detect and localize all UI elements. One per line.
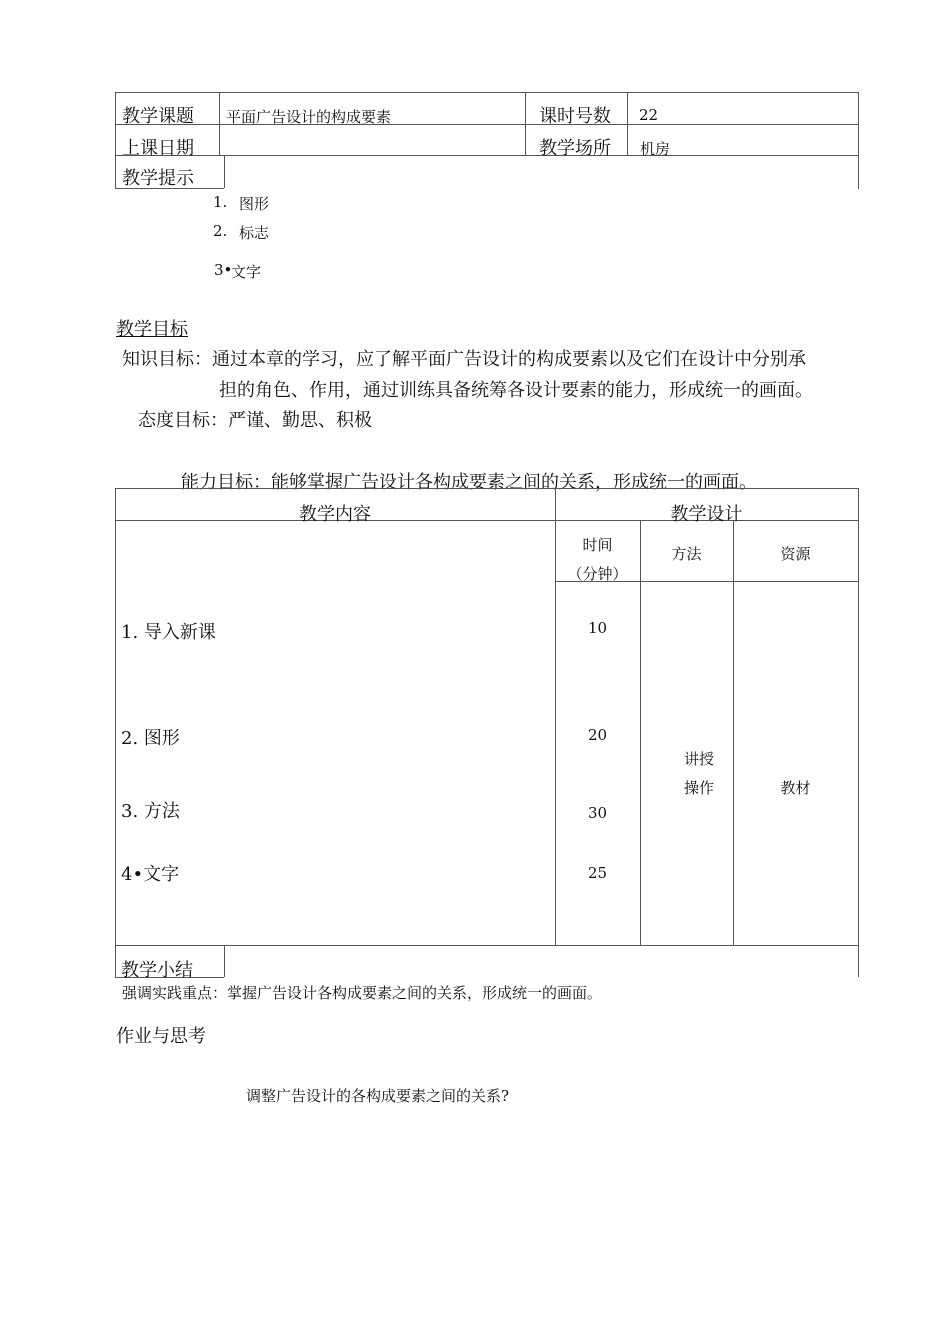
table-line [115, 92, 859, 93]
method-header: 方法 [671, 545, 702, 563]
place-value: 机房 [640, 140, 671, 158]
list-item-number: 1. [213, 193, 228, 211]
period-label: 课时号数 [539, 106, 611, 127]
topic-label: 教学课题 [122, 106, 194, 127]
table-line [525, 92, 526, 155]
table-line [858, 488, 859, 977]
time-header-unit: （分钟） [567, 565, 628, 583]
table-line [115, 92, 116, 188]
design-header: 教学设计 [670, 504, 743, 525]
list-item-number: 2. [213, 222, 228, 240]
objectives-title: 教学目标 [116, 319, 188, 340]
resource-header: 资源 [780, 545, 811, 563]
table-line [115, 945, 859, 946]
hint-label: 教学提示 [122, 168, 194, 189]
attitude-objective: 态度目标：严谨、勤思、积极 [138, 410, 372, 431]
table-line [627, 92, 628, 155]
homework-title: 作业与思考 [116, 1026, 206, 1047]
table-line [224, 945, 225, 977]
list-item: 文字 [231, 263, 262, 281]
table-row-content: 1. 导入新课 [121, 622, 216, 643]
list-item: 图形 [239, 195, 270, 213]
time-header: 时间 [582, 536, 613, 554]
homework-text: 调整广告设计的各构成要素之间的关系? [246, 1087, 510, 1105]
list-item-number: 3• [214, 261, 233, 279]
table-line [224, 155, 225, 188]
method-value: 讲授 [684, 750, 715, 768]
place-label: 教学场所 [539, 138, 611, 159]
table-row-time: 10 [587, 619, 608, 637]
table-row-content: 2. 图形 [121, 728, 180, 749]
resource-value: 教材 [780, 779, 811, 797]
table-line [115, 155, 859, 156]
date-label: 上课日期 [122, 138, 194, 159]
summary-text: 强调实践重点：掌握广告设计各构成要素之间的关系，形成统一的画面。 [122, 984, 603, 1002]
knowledge-objective-line2: 担的角色、作用，通过训练具备统筹各设计要素的能力，形成统一的画面。 [219, 380, 813, 401]
ability-objective: 能力目标：能够掌握广告设计各构成要素之间的关系，形成统一的画面。 [181, 472, 757, 493]
table-line [219, 92, 220, 155]
table-row-content: 4•文字 [121, 864, 180, 885]
table-row-time: 25 [587, 864, 608, 882]
summary-label: 教学小结 [121, 960, 193, 981]
method-value-line2: 操作 [684, 779, 715, 797]
period-value: 22 [639, 106, 659, 124]
table-line [640, 520, 641, 945]
table-line [858, 92, 859, 189]
table-row-content: 3. 方法 [121, 801, 180, 822]
table-line [733, 520, 734, 945]
topic-value: 平面广告设计的构成要素 [226, 108, 392, 126]
knowledge-objective-line1: 知识目标：通过本章的学习，应了解平面广告设计的构成要素以及它们在设计中分别承 [122, 349, 806, 370]
table-line [115, 488, 859, 489]
table-row-time: 30 [587, 804, 608, 822]
list-item: 标志 [239, 224, 270, 242]
table-row-time: 20 [587, 726, 608, 744]
content-header: 教学内容 [299, 504, 371, 525]
table-line [115, 488, 116, 977]
